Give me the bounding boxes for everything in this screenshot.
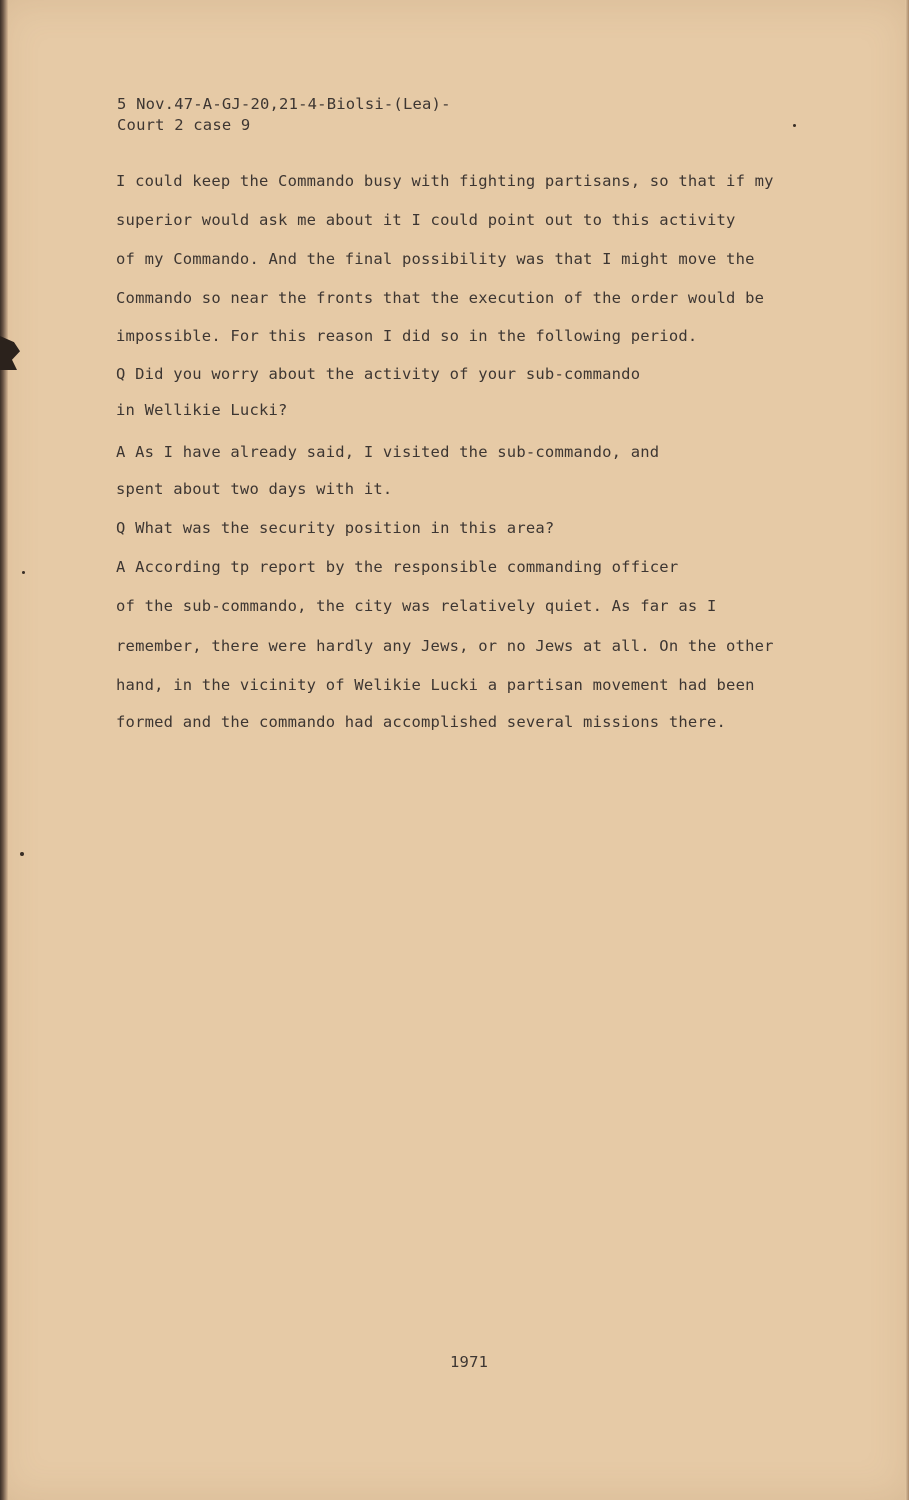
page-right-edge	[905, 0, 909, 1500]
body-line: A According tp report by the responsible commanding officer	[116, 558, 679, 576]
body-line: remember, there were hardly any Jews, or no Jews at all. On the other	[116, 637, 774, 655]
body-line: A As I have already said, I visited the sub-commando, and	[116, 443, 660, 461]
page-number: 1971	[450, 1353, 489, 1371]
header-court-case: Court 2 case 9	[117, 116, 251, 134]
document-header	[117, 94, 451, 136]
body-line: in Wellikie Lucki?	[116, 401, 288, 419]
margin-dot	[20, 852, 24, 856]
body-line: Commando so near the fronts that the execution of the order would be	[116, 289, 765, 307]
header-reference: 5 Nov.47-A-GJ-20,21-4-Biolsi-(Lea)-	[117, 95, 451, 113]
body-line: formed and the commando had accomplished several missions there.	[116, 713, 727, 731]
body-line: of the sub-commando, the city was relatively quiet. As far as I	[116, 597, 717, 615]
body-line: spent about two days with it.	[116, 480, 393, 498]
page-left-edge	[0, 0, 8, 1500]
body-line: superior would ask me about it I could point out to this activity	[116, 211, 736, 229]
body-line: impossible. For this reason I did so in the following period.	[116, 327, 698, 345]
margin-dot	[22, 571, 25, 574]
body-line: hand, in the vicinity of Welikie Lucki a partisan movement had been	[116, 676, 755, 694]
torn-margin-mark	[0, 336, 20, 370]
body-line: Q What was the security position in this area?	[116, 519, 555, 537]
body-line: Q Did you worry about the activity of your sub-commando	[116, 365, 641, 383]
body-line: of my Commando. And the final possibility was that I might move the	[116, 250, 755, 268]
margin-dot	[793, 124, 796, 127]
body-line: I could keep the Commando busy with fighting partisans, so that if my	[116, 172, 774, 190]
